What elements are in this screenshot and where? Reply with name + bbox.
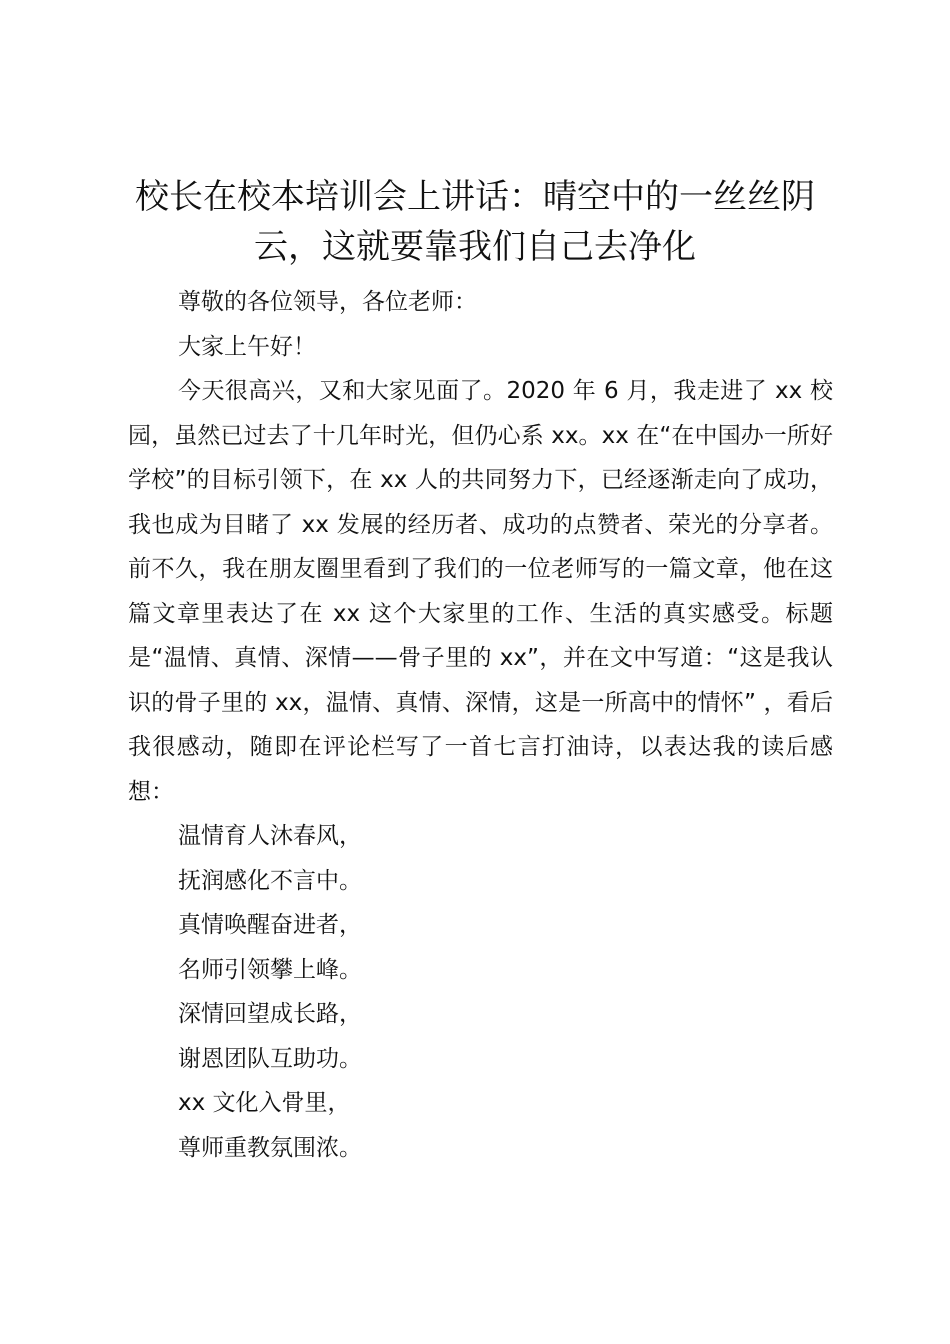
document-body [128, 280, 833, 1170]
paragraph-main: 今天很高兴，又和大家见面了。2020 年 6 月，我走进了 xx 校园，虽然已过去了十几年时光，但仍心系 xx。xx 在“在中国办一所好学校”的目标引领下，在 xx 人的共同努力下，已经逐渐走向了成功，我也成为目睹了 xx 发展的经历者、成功的点赞者、荣光的分享者。前不久，我在朋友圈里看到了我们的一位老师写的一篇文章，他在这篇文章里表达了在 xx 这个大家里的工作、生活的真实感受。标题是“温情、真情、深情——骨子里的 xx”，并在文中写道：“这是我认识的骨子里的 xx，温情、真情、深情，这是一所高中的情怀” ，看后我很感动，随即在评论栏写了一首七言打油诗，以表达我的读后感想： [128, 378, 833, 805]
poem-line-4: 名师引领攀上峰。 [178, 956, 362, 983]
paragraph-greeting: 尊敬的各位领导，各位老师： [178, 289, 477, 315]
poem-line-8: 尊师重教氛围浓。 [178, 1134, 362, 1161]
poem-line-2: 抚润感化不言中。 [178, 867, 362, 894]
poem-line-1: 温情育人沐春风， [178, 823, 362, 849]
poem-line-7: xx 文化入骨里， [178, 1090, 351, 1116]
poem-line-6: 谢恩团队互助功。 [178, 1045, 362, 1072]
document-title: 校长在校本培训会上讲话：晴空中的一丝丝阴云，这就要靠我们自己去净化 [135, 177, 815, 267]
paragraph-salutation: 大家上午好！ [178, 333, 316, 360]
poem-line-3: 真情唤醒奋进者， [178, 912, 362, 938]
poem-line-5: 深情回望成长路， [178, 1001, 362, 1027]
